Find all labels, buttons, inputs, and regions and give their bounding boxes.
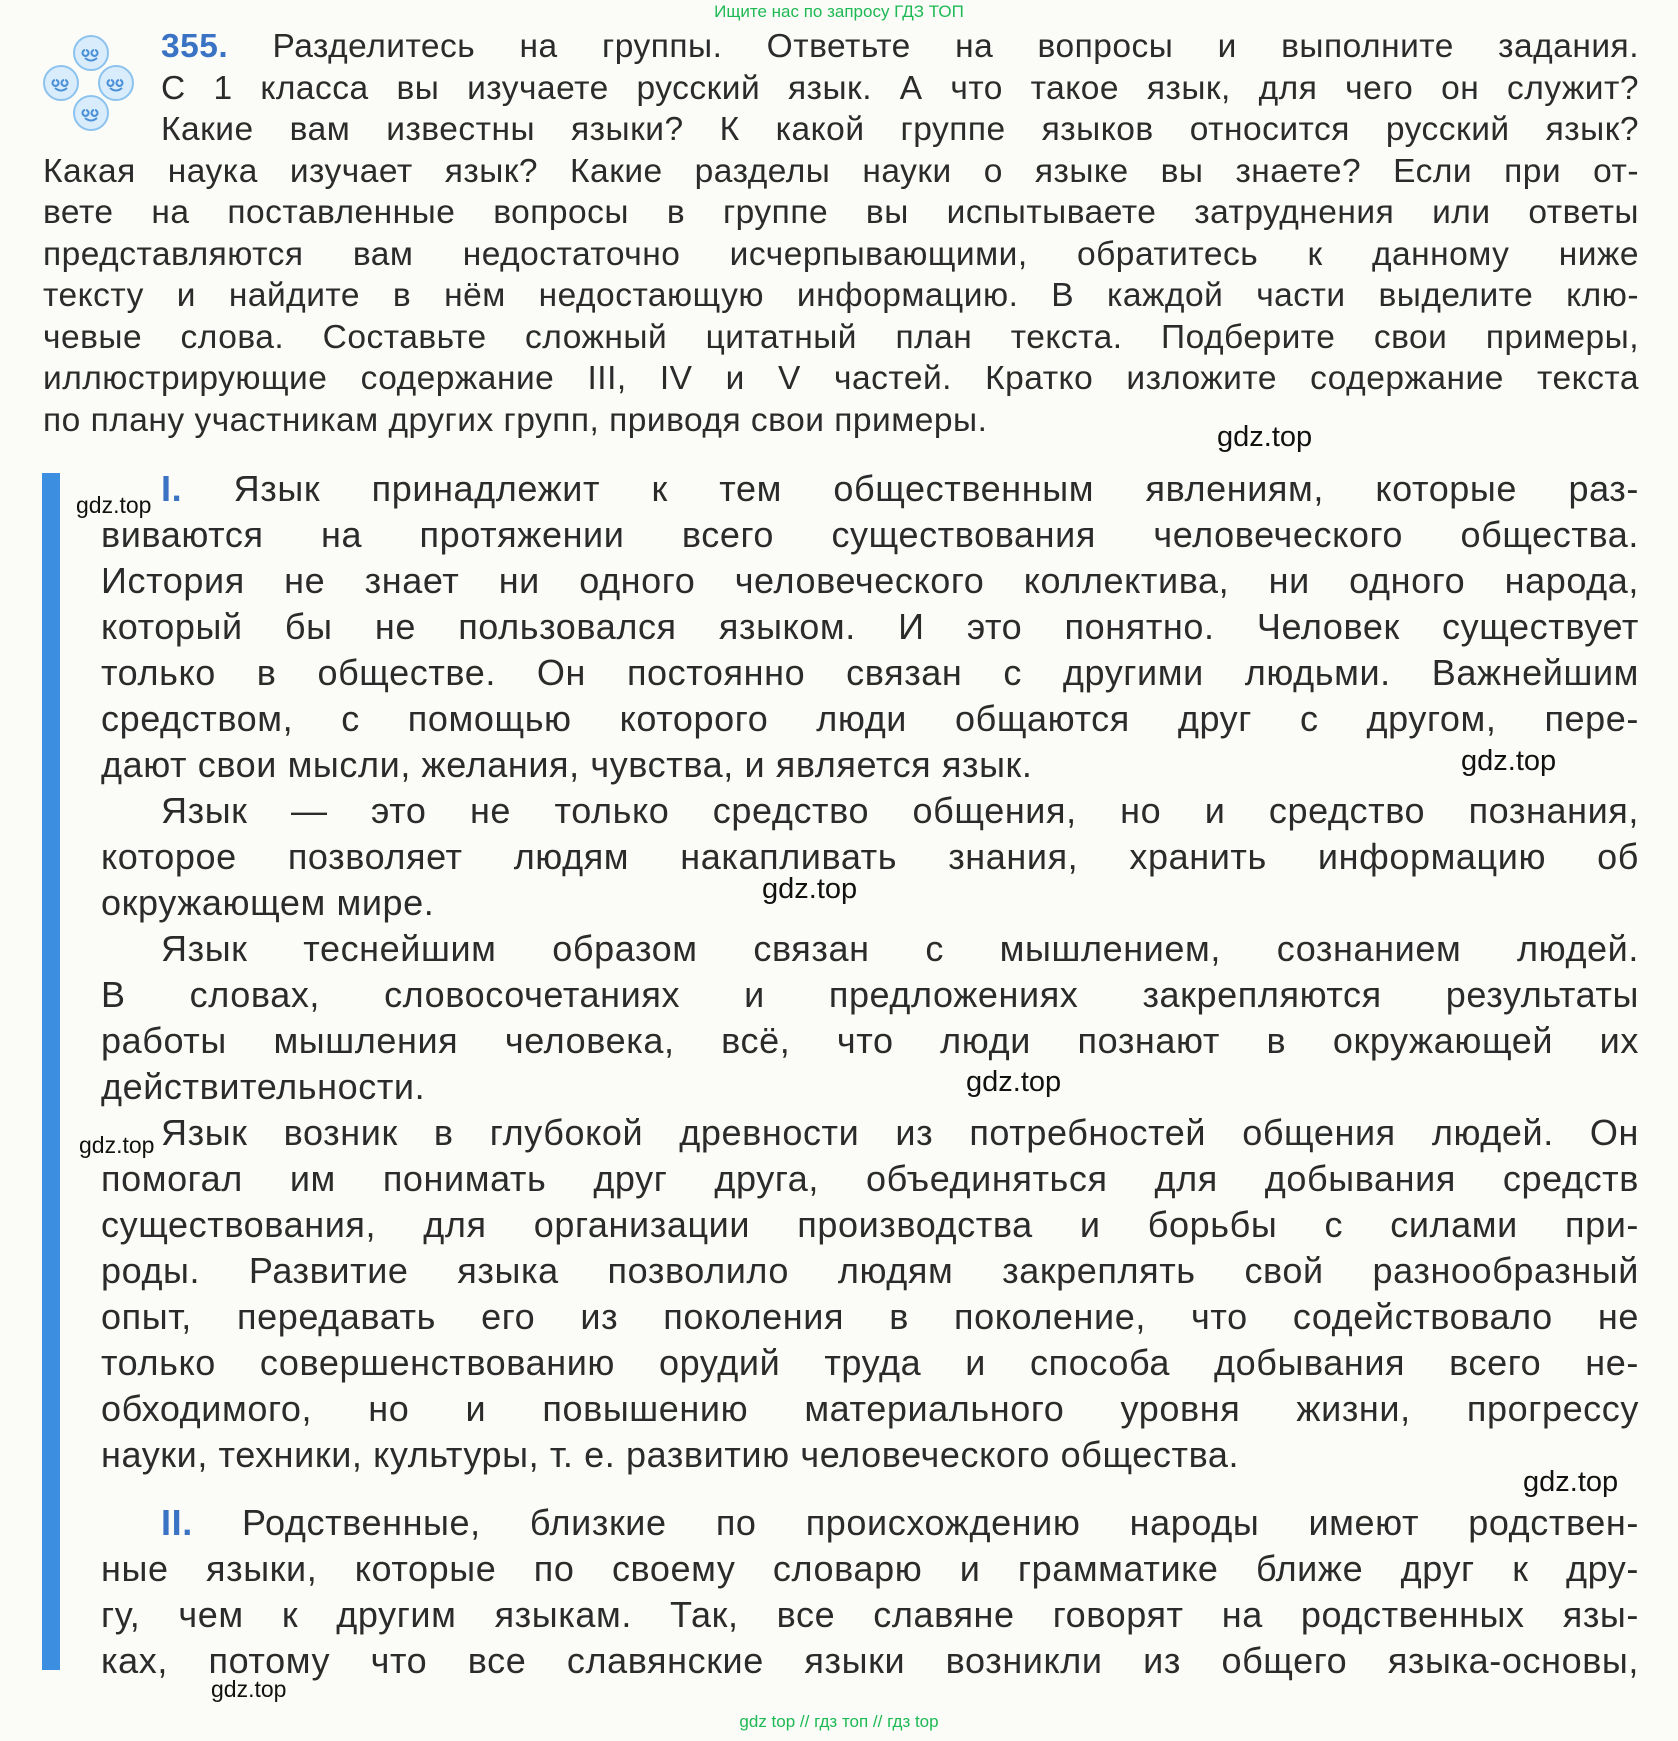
part-label-2: II.: [161, 1502, 193, 1543]
task-line: тексту и найдите в нём недостающую информацию. В каждой части выделите клю-: [43, 277, 1639, 314]
paragraph-line: роды. Развитие языка позволило людям закреплять свой разнообразный: [101, 1250, 1639, 1291]
task-number: 355.: [161, 28, 229, 65]
watermark: gdz.top: [211, 1676, 287, 1702]
text-side-bar: [42, 473, 60, 1670]
paragraph-line: помогал им понимать друг друга, объединяться для добывания средств: [101, 1158, 1639, 1199]
footer-note: gdz top // гдз топ // гдз top: [739, 1712, 939, 1731]
paragraph-line: Язык — это не только средство общения, но и средство познания,: [161, 790, 1639, 831]
paragraph-line: II. Родственные, близкие по происхождению народы имеют родствен-: [161, 1502, 1639, 1543]
paragraph-line: Язык теснейшим образом связан с мышлением, сознанием людей.: [161, 928, 1639, 969]
watermark: gdz.top: [1523, 1466, 1619, 1498]
task-line: Какие вам известны языки? К какой группе языков относится русский язык?: [161, 111, 1639, 148]
task-line: представляются вам недостаточно исчерпывающими, обратитесь к данному ниже: [43, 235, 1639, 273]
watermark: gdz.top: [1217, 421, 1313, 453]
paragraph-line: гу, чем к другим языкам. Так, все славяне говорят на родственных язы-: [101, 1594, 1639, 1635]
paragraph-line: науки, техники, культуры, т. е. развитию человеческого общества.: [101, 1434, 1240, 1475]
paragraph-line: дают свои мысли, желания, чувства, и является язык.: [101, 744, 1033, 785]
reading-text: [101, 466, 1639, 1684]
paragraph-line: который бы не пользовался языком. И это понятно. Человек существует: [101, 606, 1639, 647]
paragraph-line: средством, с помощью которого люди общаются друг с другом, пере-: [101, 698, 1639, 739]
watermark: gdz.top: [76, 492, 152, 518]
paragraph-line: виваются на протяжении всего существования человеческого общества.: [101, 514, 1639, 555]
paragraph-line: опыт, передавать его из поколения в поколение, что содействовало не: [101, 1296, 1639, 1337]
watermark: gdz.top: [79, 1132, 155, 1158]
paragraph-line: В словах, словосочетаниях и предложениях закрепляются результаты: [101, 974, 1639, 1015]
watermark: gdz.top: [1461, 745, 1557, 777]
watermark: gdz.top: [966, 1066, 1062, 1098]
task-instructions: [43, 26, 1639, 441]
paragraph-line: ках, потому что все славянские языки возникли из общего языка-основы,: [101, 1640, 1639, 1681]
paragraph-line: только в обществе. Он постоянно связан с другими людьми. Важнейшим: [101, 652, 1639, 693]
paragraph-line: существования, для организации производства и борьбы с силами при-: [101, 1204, 1639, 1245]
paragraph-line: I. Язык принадлежит к тем общественным явлениям, которые раз-: [161, 468, 1639, 509]
paragraph-line: только совершенствованию орудий труда и способа добывания всего не-: [101, 1342, 1639, 1383]
header-note: Ищите нас по запросу ГДЗ ТОП: [714, 2, 964, 21]
task-line: Какая наука изучает язык? Какие разделы науки о языке вы знаете? Если при от-: [43, 152, 1639, 190]
paragraph-line: которое позволяет людям накапливать знания, хранить информацию об: [101, 836, 1639, 877]
task-line: иллюстрирующие содержание III, IV и V частей. Кратко изложите содержание текста: [43, 360, 1639, 397]
paragraph-line: ные языки, которые по своему словарю и грамматике ближе друг к дру-: [101, 1548, 1639, 1589]
watermark: gdz.top: [762, 873, 858, 905]
paragraph-line: действительности.: [101, 1066, 426, 1107]
task-line: С 1 класса вы изучаете русский язык. А что такое язык, для чего он служит?: [161, 69, 1639, 107]
part-label-1: I.: [161, 468, 183, 509]
task-line: вете на поставленные вопросы в группе вы испытываете затруднения или ответы: [43, 194, 1639, 231]
paragraph-line: окружающем мире.: [101, 882, 435, 923]
paragraph-line: История не знает ни одного человеческого коллектива, ни одного народа,: [101, 560, 1639, 601]
task-line: чевые слова. Составьте сложный цитатный план текста. Подберите свои примеры,: [43, 318, 1639, 356]
paragraph-line: обходимого, но и повышению материального уровня жизни, прогрессу: [101, 1388, 1639, 1429]
task-line: по плану участникам других групп, приводя свои примеры.: [43, 401, 988, 439]
paragraph-line: работы мышления человека, всё, что люди познают в окружающей их: [101, 1020, 1639, 1061]
paragraph-line: Язык возник в глубокой древности из потребностей общения людей. Он: [161, 1112, 1639, 1153]
task-line-1: 355. Разделитесь на группы. Ответьте на вопросы и выполните задания.: [161, 28, 1640, 65]
